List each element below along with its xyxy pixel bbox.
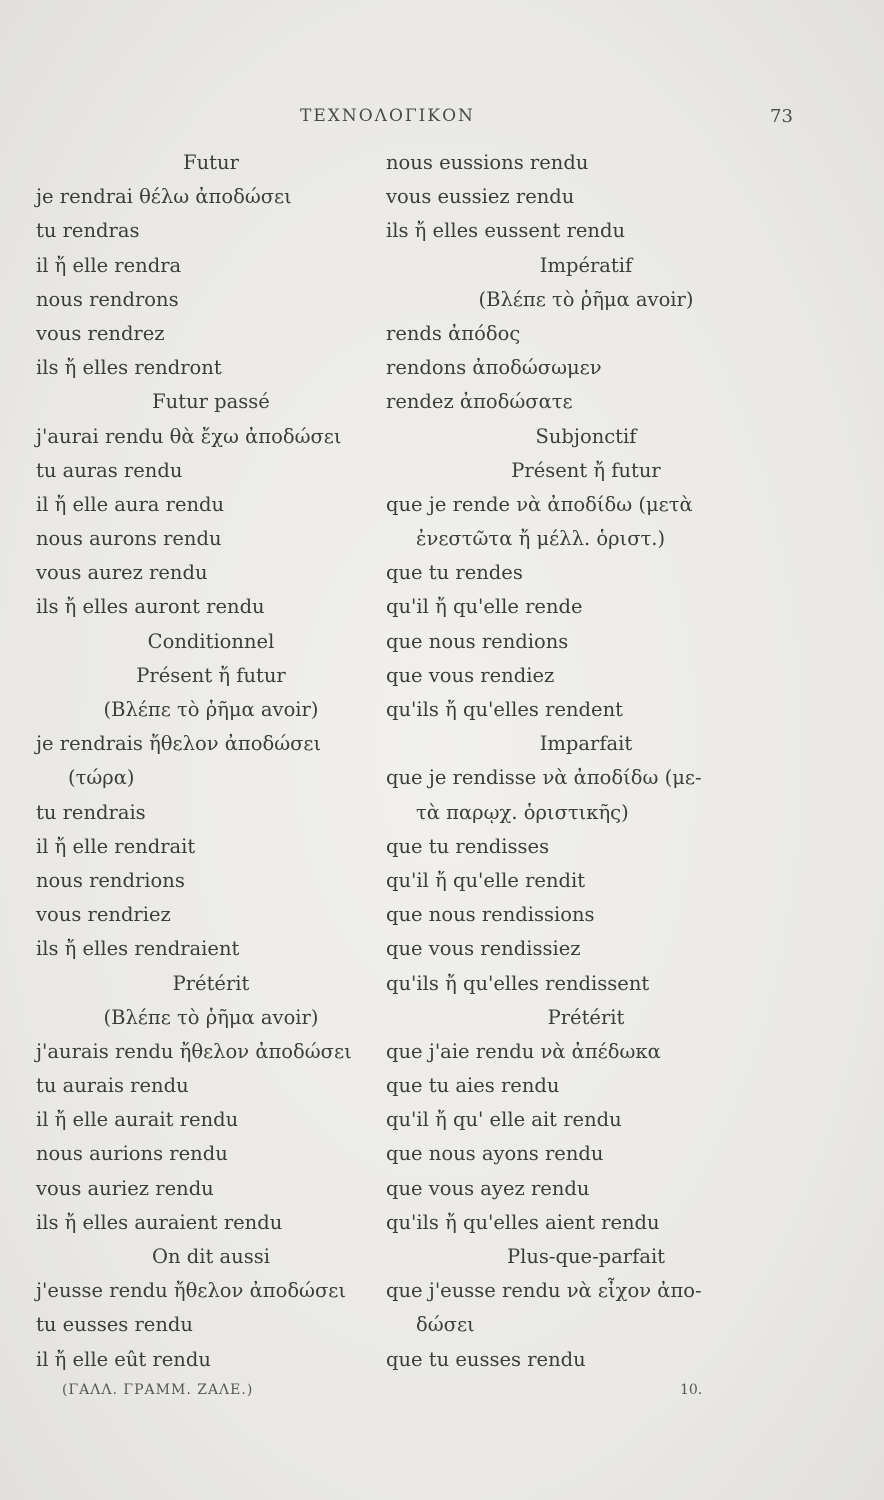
conjugation-line: que tu aies rendu [386, 1074, 560, 1098]
conjugation-line: vous eussiez rendu [386, 185, 575, 209]
conjugation-line: j'eusse rendu ἤθελον ἀποδώσει [36, 1279, 347, 1303]
conjugation-line: j'aurai rendu θὰ ἔχω ἀποδώσει [36, 424, 342, 448]
conjugation-line: que nous ayons rendu [386, 1142, 604, 1166]
conjugation-line: ils ἤ elles rendraient [36, 937, 240, 961]
conjugation-line: que nous rendissions [386, 903, 595, 927]
conjugation-line: que tu rendisses [386, 834, 550, 858]
conjugation-line: tu auras rendu [36, 458, 183, 482]
section-heading: Plus-que-parfait [506, 1245, 666, 1268]
conjugation-line: que nous rendions [386, 629, 569, 653]
conjugation-line: il ἤ elle rendrait [36, 834, 196, 858]
conjugation-line: il ἤ elle aura rendu [36, 492, 225, 516]
section-heading: On dit aussi [152, 1245, 270, 1268]
conjugation-line: tu aurais rendu [36, 1074, 189, 1098]
page-number: 73 [770, 106, 793, 127]
conjugation-line: nous rendrions [36, 868, 185, 892]
conjugation-line: ἐνεστῶτα ἤ μέλλ. ὁριστ.) [416, 527, 666, 551]
conjugation-line: il ἤ elle aurait rendu [36, 1108, 239, 1132]
conjugation-line: il ἤ elle eût rendu [36, 1347, 211, 1371]
conjugation-line: que je rendisse νὰ ἀποδίδω (με- [386, 766, 702, 790]
conjugation-line: qu'ils ἤ qu'elles rendissent [386, 971, 650, 995]
sheet-number: 10. [680, 1382, 703, 1398]
conjugation-line: vous rendrez [36, 321, 165, 345]
section-heading: Subjonctif [535, 424, 637, 448]
conjugation-line: que tu rendes [386, 561, 523, 585]
conjugation-line: que vous rendiez [386, 663, 555, 687]
conjugation-line: nous rendrons [36, 287, 179, 311]
conjugation-line: ils ἤ elles rendront [36, 356, 222, 380]
conjugation-line: δώσει [416, 1313, 475, 1337]
conjugation-line: vous rendriez [36, 903, 171, 927]
conjugation-line: nous aurions rendu [36, 1142, 228, 1166]
conjugation-line: que tu eusses rendu [386, 1347, 586, 1371]
conjugation-line: τὰ παρῳχ. ὁριστικῆς) [416, 800, 629, 824]
conjugation-line: ils ἤ elles eussent rendu [386, 219, 626, 243]
printer-signature: (ΓΑΛΛ. ΓΡΑΜΜ. ΖΑΛΕ.) [62, 1382, 254, 1398]
conjugation-line: nous aurons rendu [36, 527, 222, 551]
section-heading: Futur passé [152, 390, 270, 414]
conjugation-line: qu'il ἤ qu'elle rendit [386, 868, 586, 892]
conjugation-line: rendez ἀποδώσατε [386, 390, 573, 414]
conjugation-line: que vous rendissiez [386, 937, 581, 961]
section-heading: Futur [183, 151, 239, 174]
section-heading: Prétérit [172, 971, 250, 995]
conjugation-line: j'aurais rendu ἤθελον ἀποδώσει [36, 1039, 352, 1063]
conjugation-line: que j'eusse rendu νὰ εἶχον ἀπο- [386, 1279, 702, 1303]
section-heading: Présent ἤ futur [511, 458, 661, 482]
section-heading: Conditionnel [147, 629, 275, 653]
conjugation-line: que je rende νὰ ἀποδίδω (μετὰ [386, 492, 693, 516]
conjugation-line: rendons ἀποδώσωμεν [386, 356, 602, 380]
conjugation-line: vous aurez rendu [36, 561, 208, 585]
section-heading: Prétérit [547, 1005, 625, 1029]
conjugation-line: que j'aie rendu νὰ ἀπέδωκα [386, 1039, 661, 1063]
section-heading: Présent ἤ futur [136, 663, 286, 687]
conjugation-line: je rendrais ἤθελον ἀποδώσει [36, 732, 322, 756]
left-column [36, 146, 386, 1377]
conjugation-line: ils ἤ elles auront rendu [36, 595, 265, 619]
conjugation-line: qu'il ἤ qu'elle rende [386, 595, 583, 619]
conjugation-line: que vous ayez rendu [386, 1176, 590, 1200]
conjugation-line: vous auriez rendu [36, 1176, 214, 1200]
conjugation-line: qu'ils ἤ qu'elles aient rendu [386, 1210, 660, 1234]
conjugation-line: qu'il ἤ qu' elle ait rendu [386, 1108, 622, 1132]
conjugation-line: tu rendrais [36, 800, 146, 824]
conjugation-line: tu eusses rendu [36, 1313, 193, 1337]
right-column [386, 146, 786, 1377]
conjugation-line: (τώρα) [68, 766, 135, 790]
conjugation-line: il ἤ elle rendra [36, 253, 182, 277]
conjugation-line: qu'ils ἤ qu'elles rendent [386, 698, 623, 721]
conjugation-line: je rendrai θέλω ἀποδώσει [36, 185, 292, 209]
section-heading: (Βλέπε τὸ ῥῆμα avoir) [478, 287, 694, 311]
conjugation-line: nous eussions rendu [386, 151, 589, 174]
section-heading: (Βλέπε τὸ ῥῆμα avoir) [103, 698, 319, 721]
conjugation-line: tu rendras [36, 219, 140, 243]
conjugation-line: ils ἤ elles auraient rendu [36, 1210, 283, 1234]
section-heading: Imparfait [539, 732, 633, 756]
section-heading: (Βλέπε τὸ ῥῆμα avoir) [103, 1005, 319, 1029]
conjugation-line: rends ἀπόδος [386, 321, 521, 345]
section-heading: Impératif [539, 253, 633, 277]
running-head: ΤΕΧΝΟΛΟΓΙΚΟΝ [300, 106, 475, 126]
